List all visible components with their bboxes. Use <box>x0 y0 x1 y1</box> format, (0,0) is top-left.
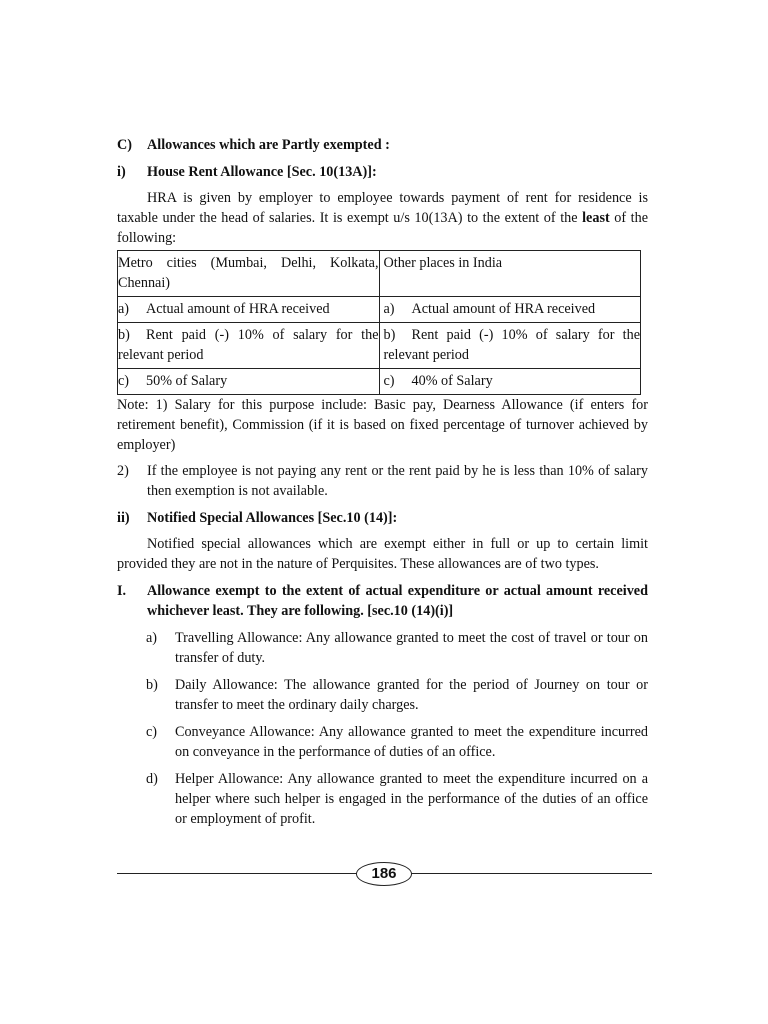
table-cell-right <box>379 297 641 323</box>
table-row <box>118 323 641 369</box>
page-number: 186 <box>356 862 412 886</box>
table-cell-left <box>118 369 380 395</box>
section-i-number: i) <box>117 164 126 180</box>
section-ii-heading <box>117 508 648 528</box>
cell-label: c) <box>383 373 395 389</box>
type-i-heading <box>117 581 648 621</box>
table-header-row <box>118 251 641 297</box>
table-header-other: Other places in India <box>379 251 641 297</box>
list-item <box>117 675 648 715</box>
list-item-letter: c) <box>146 724 158 740</box>
page-footer <box>117 862 652 886</box>
special-allowances-intro: Notified special allowances which are exempt either in full or up to certain limit provided they are not in the nature of Perquisites. These allowances are of two types. <box>117 536 648 572</box>
list-item-letter: a) <box>146 630 158 646</box>
note-2 <box>117 461 648 501</box>
hra-intro-bold: least <box>582 210 610 226</box>
type-i-title: Allowance exempt to the extent of actual expenditure or actual amount received whichever least. They are following. [sec.10 (14)(i)] <box>147 583 648 619</box>
list-item-text: Travelling Allowance: Any allowance granted to meet the cost of travel or tour on transfer of duty. <box>175 630 648 666</box>
section-ii-number: ii) <box>117 510 130 526</box>
cell-text: Actual amount of HRA received <box>411 301 596 317</box>
hra-intro-paragraph <box>117 188 648 248</box>
table-cell-left <box>118 323 380 369</box>
list-item-text: Daily Allowance: The allowance granted for the period of Journey on tour or transfer to meet the ordinary daily charges. <box>175 677 648 713</box>
hra-intro-before: HRA is given by employer to employee towards payment of rent for residence is taxable under the head of salaries. It is exempt u/s 10(13A) to the extent of the <box>117 190 648 226</box>
cell-label: b) <box>383 327 396 343</box>
cell-text: 50% of Salary <box>146 373 228 389</box>
table-cell-right <box>379 323 641 369</box>
section-c-number: C) <box>117 137 132 153</box>
cell-label: b) <box>118 327 130 343</box>
list-item-letter: b) <box>146 677 158 693</box>
section-c-title: Allowances which are Partly exempted : <box>147 137 390 153</box>
list-item-text: Conveyance Allowance: Any allowance granted to meet the expenditure incurred on conveyance in the performance of duties of an office. <box>175 724 648 760</box>
list-item-text: Helper Allowance: Any allowance granted to meet the expenditure incurred on a helper where such helper is engaged in the performance of the duties of an office or employment of profit. <box>175 771 648 827</box>
cell-text: Rent paid (-) 10% of salary for the relevant period <box>118 327 379 363</box>
list-item <box>117 722 648 762</box>
page-content <box>117 135 648 829</box>
section-ii-title: Notified Special Allowances [Sec.10 (14)]: <box>147 510 398 526</box>
hra-exemption-table <box>117 250 641 395</box>
cell-label: c) <box>118 373 130 389</box>
table-header-metro: Metro cities (Mumbai, Delhi, Kolkata, Chennai) <box>118 251 380 297</box>
type-i-number: I. <box>117 583 127 599</box>
section-c-heading <box>117 135 648 155</box>
section-i-heading <box>117 162 648 182</box>
note-2-number: 2) <box>117 463 129 479</box>
note-2-text: If the employee is not paying any rent or the rent paid by he is less than 10% of salary then exemption is not available. <box>147 463 648 499</box>
section-i-title: House Rent Allowance [Sec. 10(13A)]: <box>147 164 377 180</box>
cell-text: Rent paid (-) 10% of salary for the relevant period <box>383 327 640 363</box>
note-1: Note: 1) Salary for this purpose include: Basic pay, Dearness Allowance (if enters for retirement benefit), Commission (if it is based on fixed percentage of turnover achieved by employer) <box>117 397 648 453</box>
table-cell-left <box>118 297 380 323</box>
cell-text: 40% of Salary <box>411 373 493 389</box>
table-cell-right <box>379 369 641 395</box>
list-item-letter: d) <box>146 771 158 787</box>
table-row <box>118 369 641 395</box>
cell-text: Actual amount of HRA received <box>146 301 330 317</box>
cell-label: a) <box>383 301 395 317</box>
list-item <box>117 628 648 668</box>
cell-label: a) <box>118 301 130 317</box>
table-row <box>118 297 641 323</box>
list-item <box>117 769 648 829</box>
hra-intro-after: of the following: <box>117 210 648 246</box>
